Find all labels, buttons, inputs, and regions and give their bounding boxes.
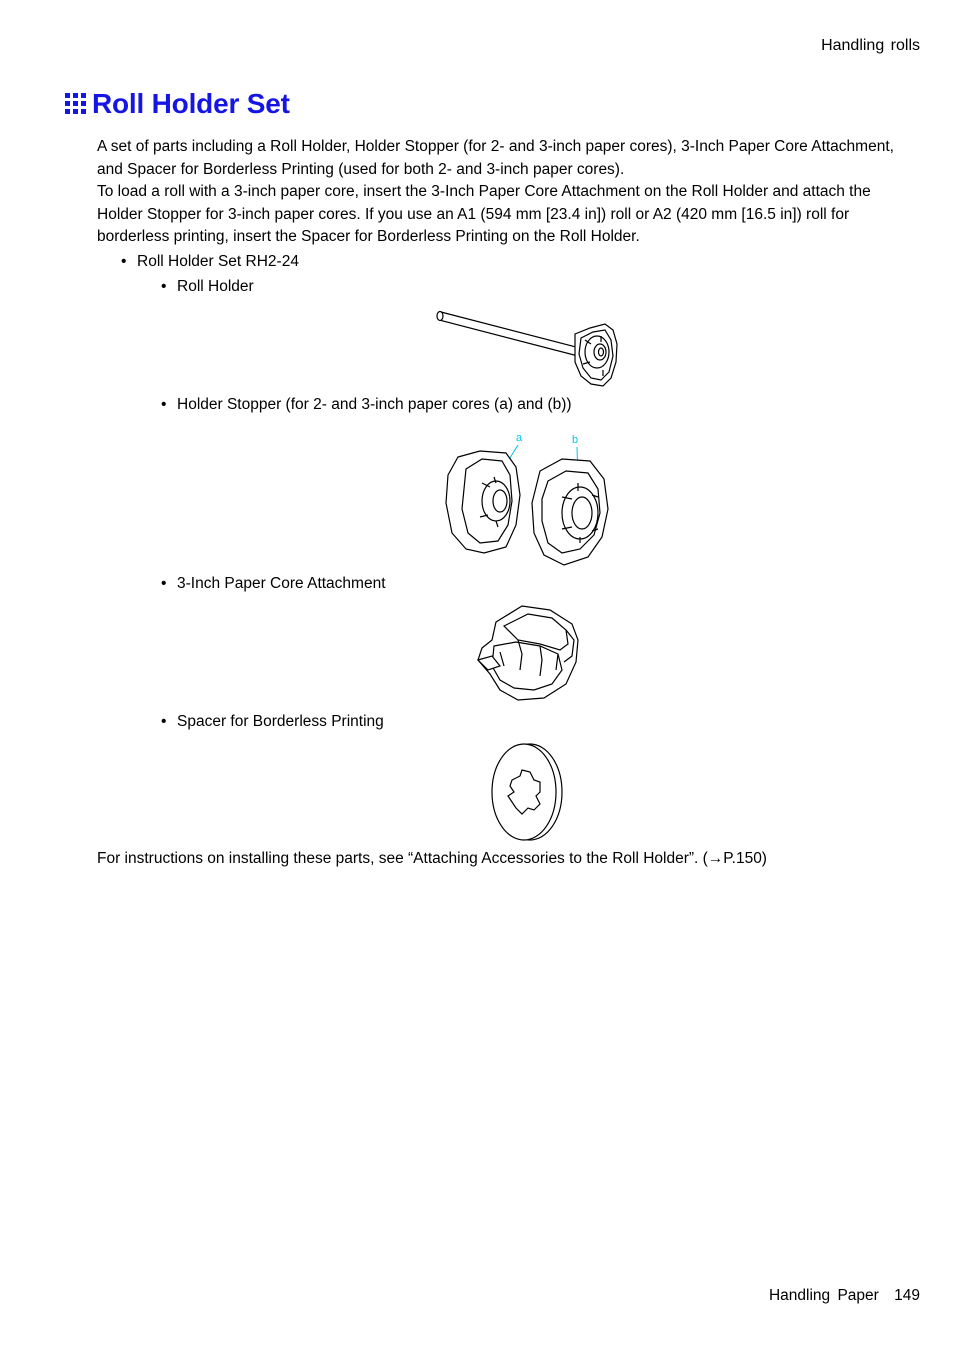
section-heading [64,88,290,120]
running-header: Handling rolls [821,37,920,54]
callout-a: a [516,432,523,444]
roll-holder-illustration [435,300,620,390]
set-name: Roll Holder Set RH2-24 [137,253,299,270]
page-title: Roll Holder Set [92,88,290,119]
bullet-dot: • [161,713,167,730]
footer-chapter: Handling Paper [768,1287,879,1304]
list-item-set [121,252,299,272]
loading-paragraph: To load a roll with a 3-inch paper core, insert the 3-Inch Paper Core Attachment on the Roll Holder and attach the Holder Stopper for 3-inch paper cores. If you use an A1 (594 mm [23.4 in]) roll or A2 (420 mm [16.5 in]) roll for borderless printing, insert the Spacer for Borderless Printing on the Roll Holder. [97,183,871,246]
part-label: Spacer for Borderless Printing [177,713,384,730]
bullet-dot: • [161,278,167,295]
spacer-illustration [488,740,566,844]
callout-b: b [572,434,579,446]
list-item-core-attachment [161,574,386,594]
holder-stopper-illustration [440,425,615,570]
running-footer [769,1287,920,1305]
list-item-roll-holder [161,277,254,297]
core-attachment-illustration [470,600,585,705]
list-item-holder-stopper [161,395,572,415]
bullet-dot: • [161,396,167,413]
part-label: Roll Holder [177,278,254,295]
part-label: 3-Inch Paper Core Attachment [177,575,386,592]
grid-icon [64,92,88,116]
intro-text [97,136,897,249]
intro-paragraph: A set of parts including a Roll Holder, Holder Stopper (for 2- and 3-inch paper cores), 3-Inch Paper Core Attachment, and Spacer for Borderless Printing (used for both 2- and 3-inch paper cores). [97,138,894,178]
bullet-dot: • [161,575,167,592]
list-item-spacer [161,712,384,732]
part-label: Holder Stopper (for 2- and 3-inch paper cores (a) and (b)) [177,396,572,413]
page-number: 149 [894,1287,920,1304]
bullet-dot: • [121,253,127,270]
installation-reference: For instructions on installing these parts, see “Attaching Accessories to the Roll Holder”. (→P.150) [97,850,767,867]
